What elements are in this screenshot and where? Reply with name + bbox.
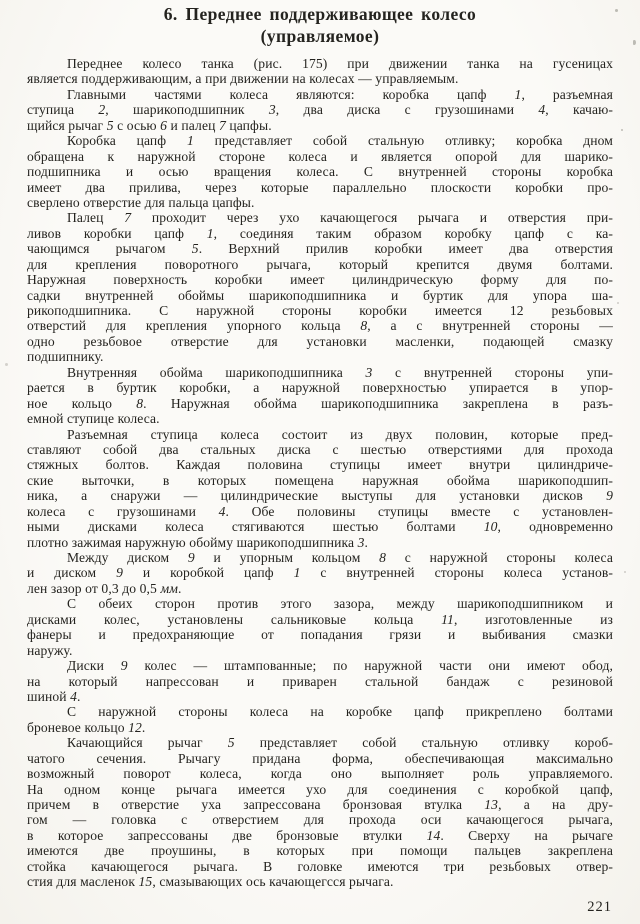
text-line: садки внутренней обоймы шарикоподшипника и буртик для упора ша- bbox=[27, 287, 613, 303]
text-line: имеет два прилива, через которые параллельно плоскости коробки про- bbox=[27, 179, 613, 195]
text-line: ливов коробки цапф 1, соединяя таким образом коробку цапф с ка- bbox=[27, 225, 613, 241]
scan-speck bbox=[615, 9, 618, 12]
section-title-line2: (управляемое) bbox=[260, 26, 380, 46]
page-number: 221 bbox=[587, 899, 612, 915]
text-line: лен зазор от 0,3 до 0,5 мм. bbox=[27, 580, 182, 596]
body-text bbox=[27, 56, 613, 890]
figure-callout-number: 3 bbox=[365, 364, 373, 380]
text-line: имеются две проушины, в которых при помощи пальцев закреплена bbox=[27, 843, 613, 859]
text-line: чающимся рычагом 5. Верхний прилив коробки имеет два отверстия bbox=[27, 241, 613, 257]
figure-callout-number: 1 bbox=[514, 86, 522, 102]
figure-callout-number: 14 bbox=[426, 827, 441, 843]
figure-callout-number: 9 bbox=[116, 565, 123, 581]
figure-callout-number: 8 bbox=[360, 318, 368, 334]
text-line: подшипнику. bbox=[27, 349, 104, 365]
text-line: колеса с грузошинами 4. Обе половины ступицы вместе с установлен- bbox=[27, 503, 613, 519]
scan-speck bbox=[617, 302, 619, 304]
text-line: и диском 9 и коробкой цапф 1 с внутренней стороны колеса установ- bbox=[27, 565, 613, 581]
figure-callout-number: 7 bbox=[124, 210, 132, 226]
text-line: емной ступице колеса. bbox=[27, 411, 160, 427]
figure-callout-number: 9 bbox=[187, 550, 195, 565]
figure-callout-number: 4 bbox=[70, 688, 77, 704]
text-line: щийся рычаг 5 с осью 6 и палец 7 цапфы. bbox=[27, 117, 272, 133]
text-line: С обеих сторон против этого зазора, между шарикоподшипником и bbox=[67, 596, 613, 612]
text-line: ными дисками колеса стягиваются шестью болтами 10, одновременно bbox=[27, 519, 613, 535]
scan-speck bbox=[5, 363, 8, 366]
text-line: рикоподшипника. С наружной стороны коробки имеется 12 резьбовых bbox=[27, 303, 613, 318]
figure-callout-number: 9 bbox=[606, 488, 613, 504]
text-line: ника, а снаружи — цилиндрические выступы для установки дисков 9 bbox=[27, 488, 613, 504]
text-line: Внутренняя обойма шарикоподшипника 3 с внутренней стороны упи- bbox=[67, 364, 613, 380]
section-title bbox=[27, 3, 613, 47]
text-line: наружу. bbox=[27, 642, 73, 658]
text-line: ное кольцо 8. Наружная обойма шарикоподшипника закреплена в разъ- bbox=[27, 395, 613, 411]
text-line: чатого сечения. Рычагу придана форма, обеспечивающая максимально bbox=[27, 750, 613, 766]
figure-callout-number: 1 bbox=[293, 565, 301, 581]
figure-callout-number: 5 bbox=[106, 117, 114, 133]
text-line: Диски 9 колес — штампованные; по наружной части они имеют обод, bbox=[67, 658, 613, 674]
figure-callout-number: 6 bbox=[160, 117, 168, 133]
text-line: Коробка цапф 1 представляет собой стальную отливку; коробка дном bbox=[67, 133, 613, 149]
text-line: для крепления поворотного рычага, который крепится двумя болтами. bbox=[27, 256, 613, 272]
text-line: одно резьбовое отверстие для установки масленки, подающей смазку bbox=[27, 333, 613, 349]
text-line: является поддерживающим, а при движении на колесах — управляемым. bbox=[27, 71, 459, 87]
text-line: С наружной стороны колеса на коробке цапф прикреплено болтами bbox=[67, 704, 613, 720]
text-line: отверстий для крепления упорного кольца 8, а с внутренней стороны — bbox=[27, 318, 613, 334]
text-line: на который напрессован и приварен стальной бандаж с резиновой bbox=[27, 673, 613, 689]
text-line: в которое запрессованы две бронзовые втулки 14. Сверху на рычаге bbox=[27, 827, 613, 843]
text-line: гом — головка с отверстием для прохода оси качающегося рычага, bbox=[27, 812, 613, 828]
figure-callout-number: 3 bbox=[357, 534, 365, 550]
text-line: броневое кольцо 12. bbox=[27, 719, 146, 735]
figure-callout-number: 1 bbox=[186, 133, 194, 149]
text-line: обращена к наружной стороне колеса и является опорой для шарико- bbox=[27, 148, 613, 164]
figure-callout-number: 8 bbox=[379, 550, 387, 565]
figure-callout-number: 5 bbox=[227, 735, 235, 751]
figure-callout-number: 1 bbox=[206, 225, 214, 241]
text-line: возможный поворот колеса, когда оно выполняет роль управляемого. bbox=[27, 766, 613, 782]
text-line: Главными частями колеса являются: коробка цапф 1, разъемная bbox=[67, 86, 613, 102]
scan-speck bbox=[624, 571, 626, 573]
underline-artifact: Внутре bbox=[67, 364, 110, 380]
figure-callout-number: 13 bbox=[484, 797, 499, 812]
text-line: Наружная поверхность коробки имеет цилиндрическую форму для по- bbox=[27, 272, 613, 288]
text-line: сверлено отверстие для пальца цапфы. bbox=[27, 194, 255, 210]
figure-callout-number: 9 bbox=[120, 658, 128, 674]
text-line: шиной 4. bbox=[27, 688, 81, 704]
text-line: Качающийся рычаг 5 представляет собой стальную отливку короб- bbox=[67, 735, 613, 751]
text-line: Переднее колесо танка (рис. 175) при движении танка на гусеницах bbox=[67, 56, 613, 71]
figure-callout-number: 5 bbox=[191, 241, 199, 257]
figure-callout-number: 12 bbox=[128, 719, 142, 735]
text-line: дисками колес, установлены сальниковые кольца 11, изготовленные из bbox=[27, 611, 613, 627]
figure-callout-number: 2 bbox=[98, 102, 106, 118]
text-line: подшипника и осью вращения колеса. С внутренней стороны коробка bbox=[27, 164, 613, 180]
section-title-line1: 6. Переднее поддерживающее колесо bbox=[163, 4, 477, 24]
text-line: стия для масленок 15, смазывающих ось качающегсся рычага. bbox=[27, 874, 394, 890]
text-line: ставляют собой два стальных диска с шестью отверстиями для прохода bbox=[27, 441, 613, 457]
text-line: стойка качающегося рычага. В головке имеются три резьбовых отвер- bbox=[27, 858, 613, 874]
text-line: рается в буртик коробки, а наружной поверхностью упирается в упор- bbox=[27, 380, 613, 396]
text-line: Между диском 9 и упорным кольцом 8 с наружной стороны колеса bbox=[67, 550, 613, 565]
figure-callout-number: 11 bbox=[441, 611, 454, 627]
figure-callout-number: 4 bbox=[538, 102, 546, 118]
text-line: Разъемная ступица колеса состоит из двух половин, которые пред- bbox=[67, 426, 613, 442]
scan-speck bbox=[633, 40, 636, 45]
figure-callout-number: 8 bbox=[136, 395, 144, 411]
text-line: На одном конце рычага имеется ухо для соединения с коробкой цапф, bbox=[27, 781, 613, 797]
text-line: стяжных болтов. Каждая половина ступицы имеет внутри цилиндриче- bbox=[27, 457, 613, 473]
figure-callout-number: 15 bbox=[138, 874, 153, 890]
text-line: ступица 2, шарикоподшипник 3, два диска с грузошинами 4, качаю- bbox=[27, 102, 613, 118]
text-line: причем в отверстие уха запрессована бронзовая втулка 13, а на дру- bbox=[27, 797, 613, 812]
figure-callout-number: мм bbox=[160, 580, 178, 596]
text-line: фанеры и предохраняющие от попадания грязи и выбивания смазки bbox=[27, 627, 613, 643]
text-line: Палец 7 проходит через ухо качающегося рычага и отверстия при- bbox=[67, 210, 613, 226]
text-line: плотно зажимая наружную обойму шарикоподшипника 3. bbox=[27, 534, 368, 550]
text-line: ские выточки, в которых помещена наружная обойма шарикоподшип- bbox=[27, 472, 613, 488]
figure-callout-number: 10 bbox=[483, 519, 498, 535]
figure-callout-number: 3 bbox=[268, 102, 276, 118]
figure-callout-number: 7 bbox=[218, 117, 226, 133]
scan-speck bbox=[621, 129, 623, 131]
figure-callout-number: 4 bbox=[218, 503, 226, 519]
